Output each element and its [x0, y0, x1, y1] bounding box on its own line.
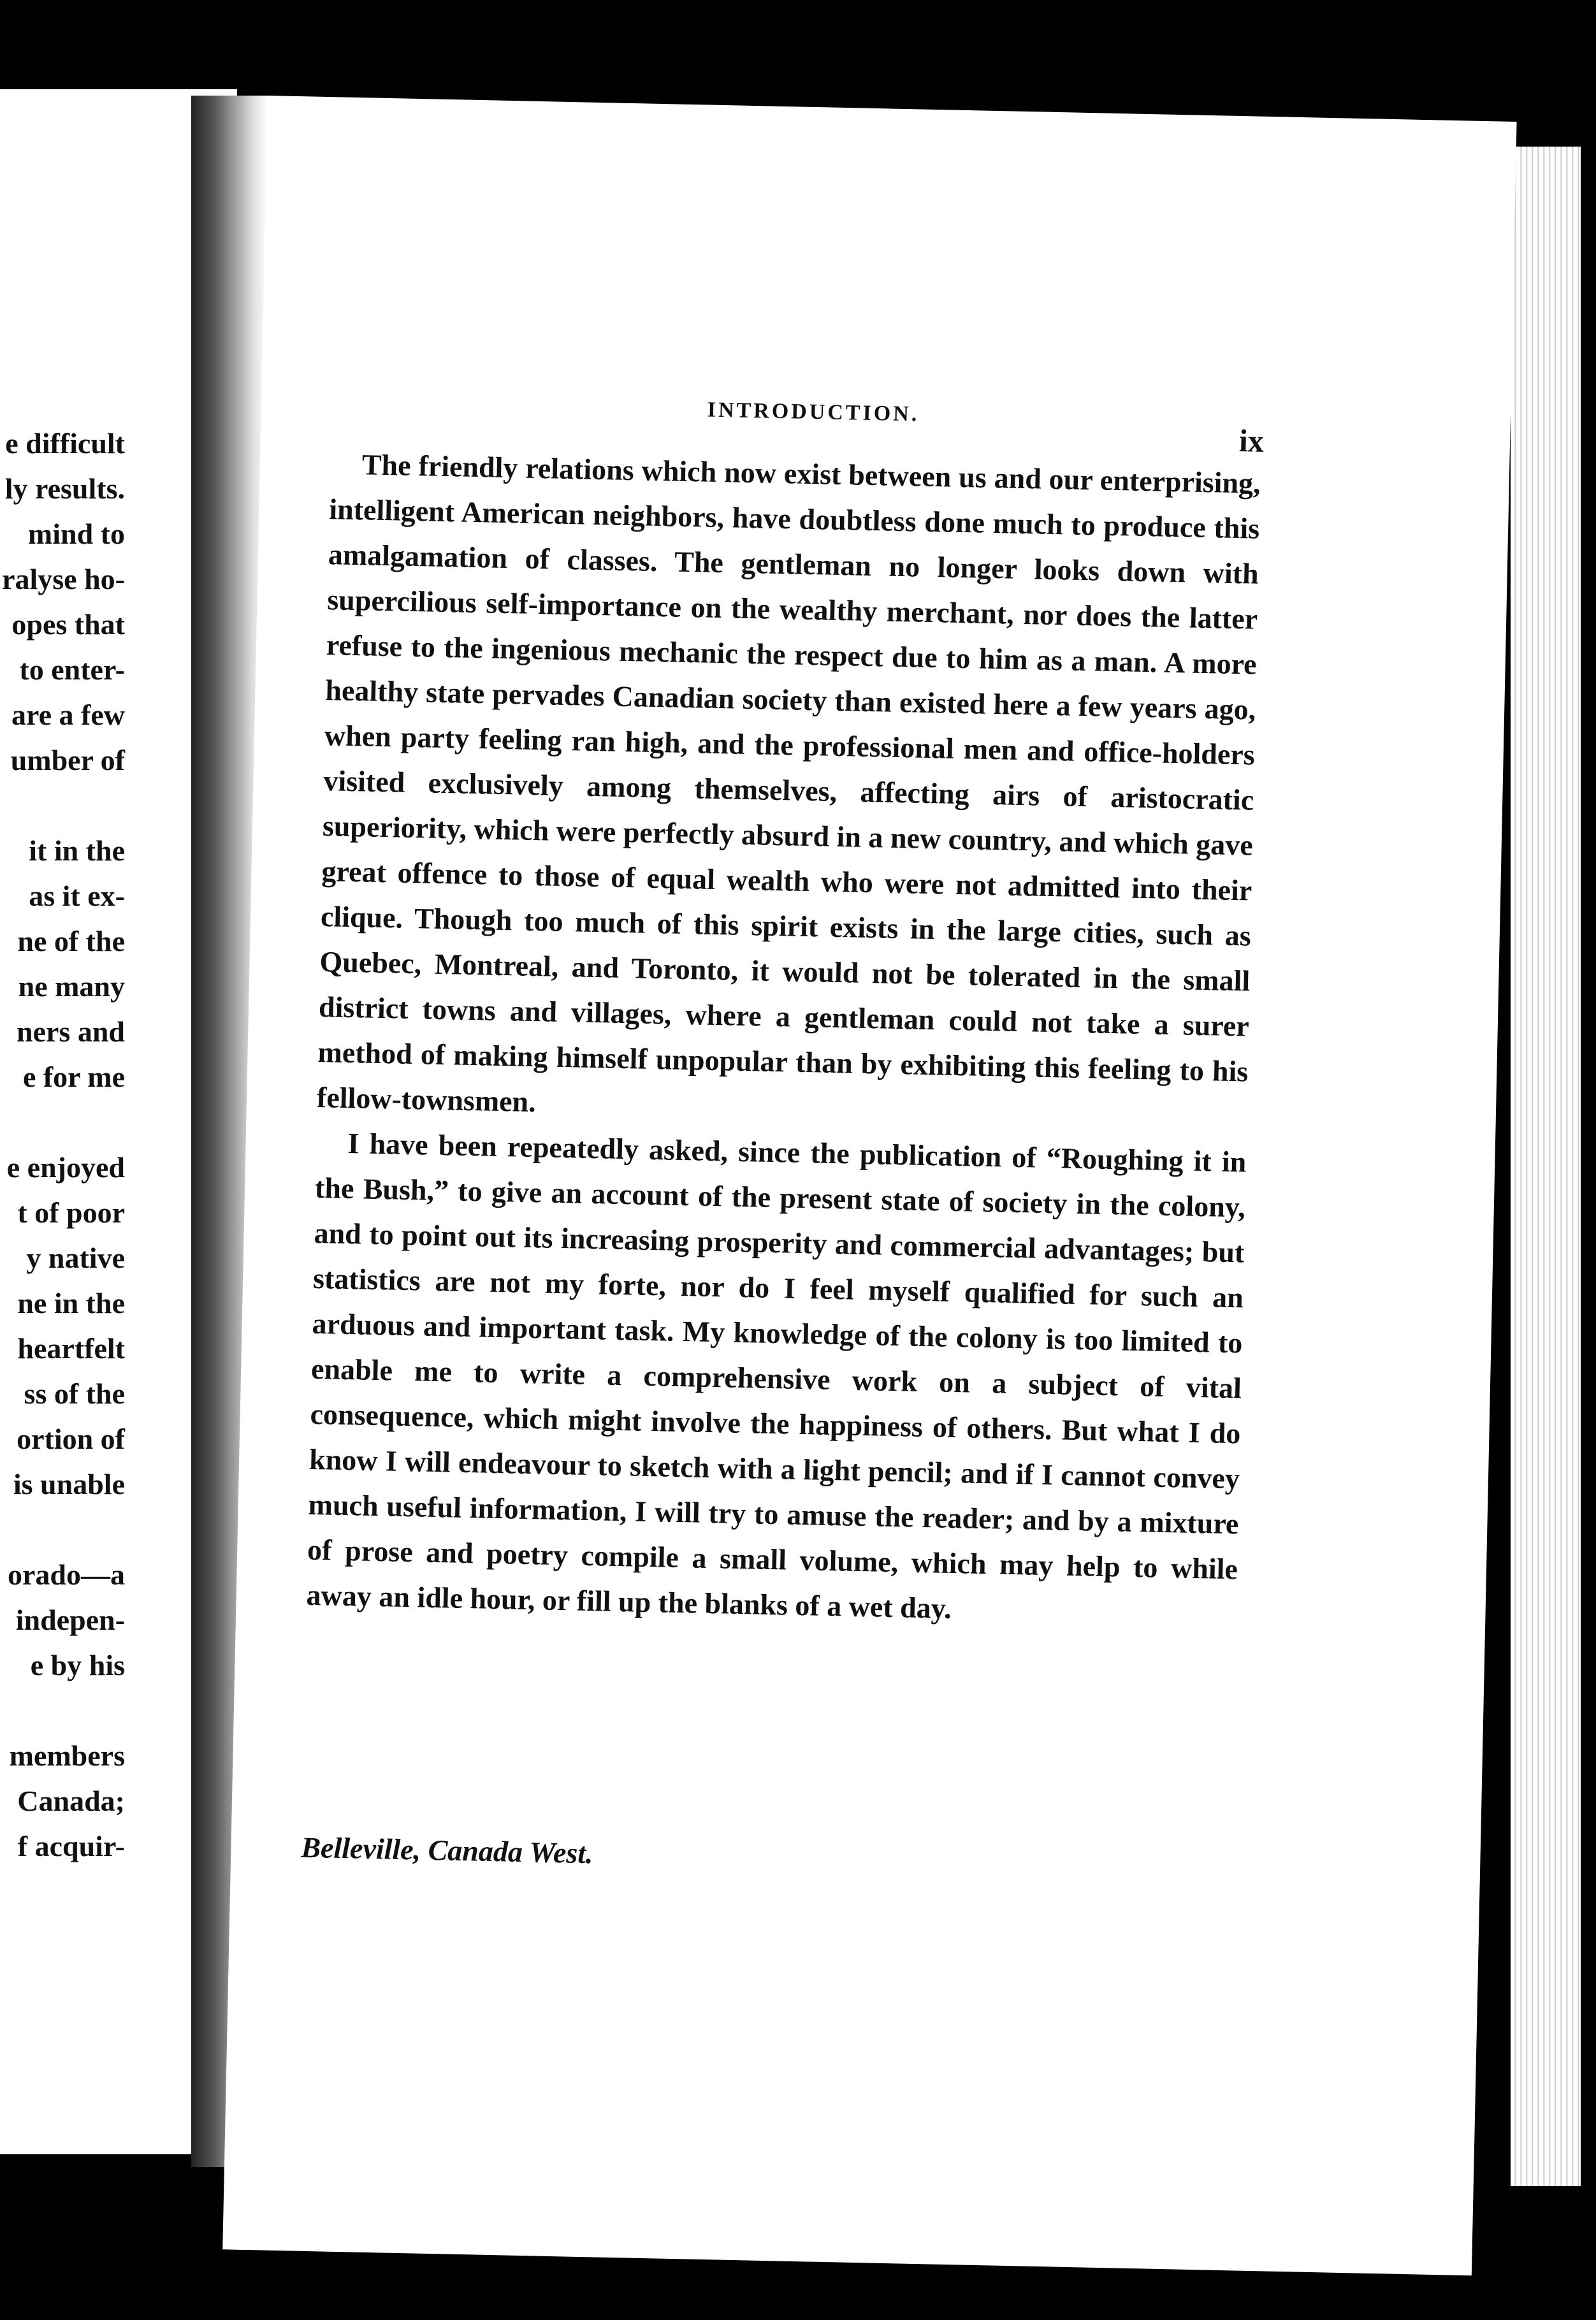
left-page-line: it in the: [29, 834, 125, 867]
left-page-text: [0, 421, 125, 1869]
left-page-line: ralyse ho-: [2, 563, 125, 595]
left-page-line: is unable: [13, 1468, 125, 1500]
paragraph: [316, 441, 1261, 1139]
paragraph-text: I have been repeatedly asked, since the publication of “Roughing it in the Bush,” to give an account of the present state of society in the colony, and to point out its increasing prosperity and commercial advantages; but statistics are not my forte, nor do I feel myself qualified for such an arduous and important task. My knowledge of the colony is too limited to enable me to write a comprehensive work on a subject of vital consequence, which might involve the happiness of others. But what I do know I will endeavour to sketch with a light pencil; and if I cannot convey much useful information, I will try to amuse the reader; and by a mixture of prose and poetry compile a small volume, which may help to while away an idle hour, or fill up the blanks of a wet day.: [306, 1126, 1247, 1625]
left-page-line: e difficult: [5, 427, 125, 460]
left-page-line: [0, 1688, 125, 1733]
left-page-line: e for me: [22, 1061, 125, 1093]
signature-place: Belleville, Canada West.: [300, 1831, 594, 1870]
left-page-line: umber of: [10, 744, 125, 776]
left-page-line: [0, 783, 125, 828]
left-page-line: e by his: [30, 1649, 125, 1681]
left-page-line: ne in the: [17, 1287, 125, 1319]
left-page-line: as it ex-: [29, 880, 125, 912]
body-text: [306, 441, 1261, 1637]
left-page-line: ne many: [18, 970, 125, 1003]
left-page-line: indepen-: [15, 1604, 125, 1636]
right-page: [222, 96, 1516, 2275]
left-page-line: Canada;: [17, 1785, 125, 1817]
left-page-line: f acquir-: [17, 1830, 125, 1862]
left-page-line: ly results.: [4, 472, 125, 505]
left-page-line: opes that: [11, 608, 125, 641]
left-page-line: orado—a: [8, 1558, 125, 1591]
left-page-line: heartfelt: [17, 1332, 125, 1365]
left-page-line: ortion of: [17, 1423, 125, 1455]
left-page-line: [0, 1507, 125, 1552]
left-page-line: t of poor: [17, 1196, 125, 1229]
left-page-line: ners and: [17, 1015, 125, 1048]
left-page-line: [0, 1099, 125, 1145]
left-page-line: ne of the: [17, 925, 125, 957]
running-head: INTRODUCTION.: [707, 398, 920, 426]
left-page-line: to enter-: [19, 653, 125, 686]
left-page-line: mind to: [27, 518, 125, 550]
left-page-line: y native: [26, 1242, 125, 1274]
page-edges: [1511, 147, 1581, 2186]
paragraph: [306, 1120, 1247, 1637]
left-page-line: ss of the: [24, 1377, 125, 1410]
left-page-line: members: [9, 1739, 125, 1772]
page-number: ix: [1238, 423, 1265, 459]
left-page-line: are a few: [11, 699, 125, 731]
paragraph-text: The friendly relations which now exist between us and our enterprising, intelligent American neighbors, have doubtless done much to produce this amalgamation of classes. The gentleman no longer looks down with supercilious self-importance on the wealthy merchant, nor does the latter refuse to the ingenious mechanic the respect due to him as a man. A more healthy state pervades Canadian society than existed here a few years ago, when party feeling ran high, and the professional men and office-holders visited exclusively among themselves, affecting airs of aristocratic superiority, which were perfectly absurd in a new country, and which gave great offence to those of equal wealth who were not admitted into their clique. Though too much of this spirit exists in the large cities, such as Quebec, Montreal, and Toronto, it would not be tolerated in the small district towns and villages, where a gentleman could not take a surer method of making himself unpopular than by exhibiting this feeling to his fellow-townsmen.: [316, 448, 1261, 1119]
left-page-line: e enjoyed: [6, 1151, 125, 1184]
